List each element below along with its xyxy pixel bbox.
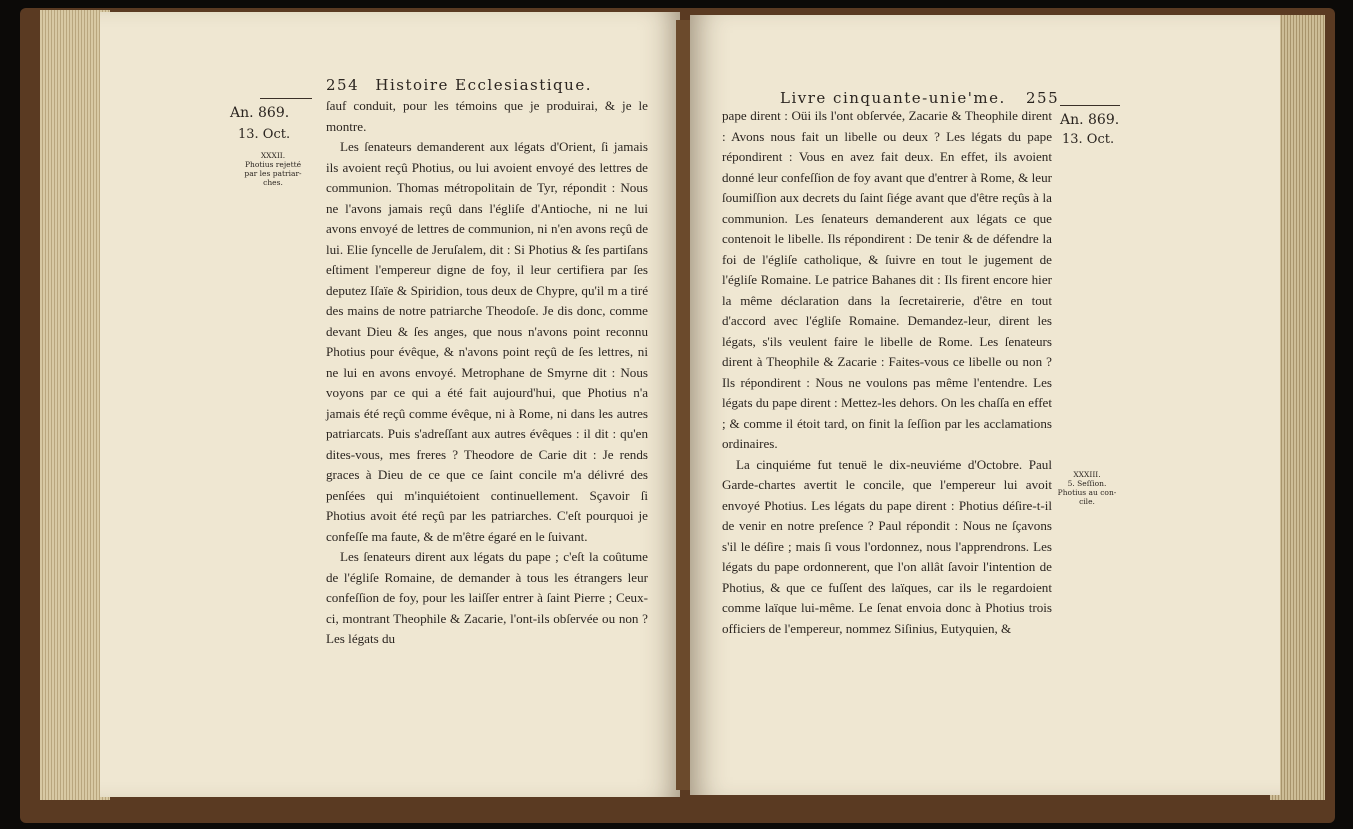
paragraph: ſauf conduit, pour les témoins que je produirai, & je le montre. (326, 98, 648, 134)
right-running-head (780, 89, 1059, 107)
right-margin-note: XXXIII. 5. Seſſion. Photius au con- cile. (1057, 470, 1117, 506)
left-margin-note: XXXII. Photius rejetté par les patriar- ches. (244, 151, 302, 187)
right-page-number: 255 (1026, 89, 1060, 107)
paragraph: La cinquiéme fut tenuë le dix-neuviéme d'Octobre. Paul Garde-chartes avertit le concile, que l'empereur lui avoit envoyé Photius. Les légats du pape dirent : Photius déſire-t-il de venir en notre preſence ? Paul répondit : Nous ne ſçavons s'il le déſire ; mais ſi vous l'ordonnez, nous l'apprendrons. Les légats du pape ordonnerent, que l'on allât ſavoir l'intention de Photius, & que ce fuſſent des laïques, car ils le regardoient comme laïque lui-même. Le ſenat envoia donc à Photius trois officiers de l'empereur, nommez Siſinius, Eutyquien, & (722, 456, 1052, 636)
left-header-title: Histoire Ecclesiastique. (375, 76, 592, 94)
right-header-title: Livre cinquante-unie'me. (780, 89, 1006, 107)
right-margin-rule (1060, 105, 1120, 106)
right-margin-year: An. 869. (1060, 112, 1120, 128)
left-margin-rule (260, 98, 312, 99)
left-page-number: 254 (326, 76, 360, 94)
right-body-text (722, 106, 1052, 639)
left-running-head (326, 76, 592, 94)
left-margin-date: 13. Oct. (238, 127, 291, 142)
left-body-text (326, 96, 648, 650)
right-page (690, 15, 1280, 795)
left-page (100, 12, 680, 797)
paragraph: pape dirent : Oüi ils l'ont obſervée, Zacarie & Theophile dirent : Avons nous fait un libelle ou deux ? Les légats du pape répondirent : Vous en avez fait deux. En effet, ils avoient donné leur confeſſion de foy avant que d'entrer à Rome, & leur ſoumiſſion aux decrets du ſaint ſiége avant que d'être reçûs à la communion. Les ſenateurs demanderent aux légats ce que contenoit le libelle. Ils répondirent : De tenir & de défendre la foi de l'égliſe catholique, & ſuivre en tout le jugement de l'égliſe Romaine. Le patrice Bahanes dit : Ils firent encore hier la même déclaration dans la ſecretairerie, d'être en tout d'accord avec l'égliſe Romaine. Demandez-leur, dirent les légats, s'ils veulent faire le libelle de Rome. Les ſenateurs dirent à Theophile & Zacarie : Faites-vous ce libelle ou non ? Ils répondirent : Nous ne voulons pas même l'entendre. Les légats du pape dirent : Mettez-les dehors. On les chaſſa en effet ; & comme il étoit tard, on finit la ſeſſion par les acclamations ordinaires. (722, 108, 1052, 451)
paragraph: Les ſenateurs demanderent aux légats d'Orient, ſi jamais ils avoient reçû Photius, ou lui avoient envoyé des lettres de communion. Thomas métropolitain de Tyr, répondit : Nous ne l'avons jamais reçû dans l'égliſe d'Antioche, ni ne lui avons envoyé de lettres de communion, ni n'en avons reçû de lui. Elie ſyncelle de Jeruſalem, dit : Si Photius & ſes partiſans eſtiment l'empereur digne de foy, il leur certifiera par ſes deputez Iſaïe & Spiridion, tous deux de Chypre, qu'il m a tiré des mains de notre patriarche Theodoſe. Je dis donc, comme devant Dieu & ſes anges, que nous n'avons point reconnu Photius pour évêque, & n'avons point reçû de ſes lettres, ni ne lui en avons envoyé. Metrophane de Smyrne dit : Nous voyons par ce qui a été fait aujourd'hui, que Photius n'a jamais été reçû comme évêque, ni à Rome, ni dans les autres patriarcats. Puis s'adreſſant aux autres évêques : il dit : qu'en dites-vous, mes freres ? Theodore de Carie dit : Je rends graces à Dieu de ce que ce ſaint concile m'a délivré des penſées qui m'inquiétoient continuellement. Sçavoir ſi Photius avoit été reçû par les patriarches. C'eſt pourquoi je confeſſe ma faute, & de m'être égaré en le ſuivant. (326, 139, 648, 544)
paragraph: Les ſenateurs dirent aux légats du pape ; c'eſt la coûtume de l'égliſe Romaine, de demander à tous les étrangers leur confeſſion de foy, pour les laiſſer entrer à ſaint Pierre ; Ceux-ci, montrant Theophile & Zacarie, l'ont-ils obſervée ou non ? Les légats du (326, 549, 648, 646)
right-margin-date: 13. Oct. (1062, 132, 1115, 147)
left-margin-year: An. 869. (230, 105, 290, 121)
